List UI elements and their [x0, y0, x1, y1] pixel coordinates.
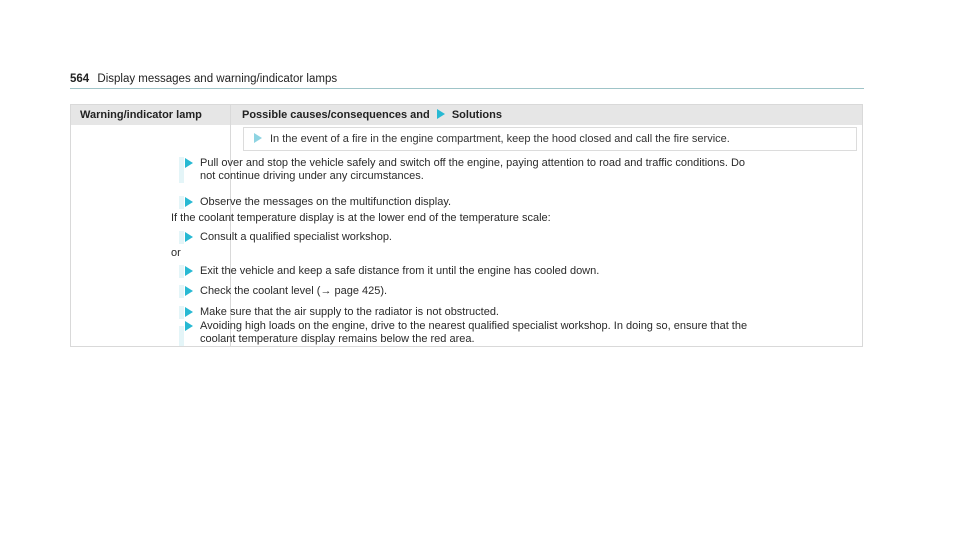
solution-step	[185, 306, 783, 319]
solution-step-text: Make sure that the air supply to the radiator is not obstructed.	[200, 306, 499, 318]
column-header-causes-text: Possible causes/consequences and	[242, 109, 430, 121]
arrow-right-icon	[185, 232, 193, 242]
solution-step	[185, 285, 783, 298]
solution-step	[185, 320, 783, 346]
boxed-step	[254, 132, 730, 146]
arrow-right-icon	[185, 158, 193, 168]
solution-step-text: Avoiding high loads on the engine, drive to the nearest qualified specialist workshop. In doing so, ensure that the coolant temperature display remains below the red area.	[200, 320, 748, 345]
column-header-causes	[242, 108, 502, 122]
step-highlight	[179, 306, 184, 319]
arrow-right-icon	[185, 197, 193, 207]
header-rule	[70, 88, 864, 89]
section-title: Display messages and warning/indicator lamps	[97, 73, 338, 85]
solution-step-text: Exit the vehicle and keep a safe distance from it until the engine has cooled down.	[200, 265, 600, 277]
solution-step-text: Check the coolant level (→ page 425).	[200, 285, 388, 297]
solution-step-text: Consult a qualified specialist workshop.	[200, 231, 392, 243]
page-number: 564	[70, 73, 90, 85]
arrow-right-icon	[185, 321, 193, 331]
step-highlight	[179, 231, 184, 244]
column-header-solutions-text: Solutions	[451, 109, 502, 121]
boxed-instruction	[243, 127, 857, 151]
step-highlight	[179, 265, 184, 278]
solution-step	[185, 231, 783, 244]
solution-step	[185, 196, 783, 209]
solution-step	[185, 265, 783, 278]
solution-step-text: Pull over and stop the vehicle safely and switch off the engine, paying attention to road and traffic conditions. Do not continue driving under any circumstances.	[200, 157, 746, 182]
condition-text: If the coolant temperature display is at the lower end of the temperature scale:	[171, 212, 551, 224]
arrow-right-icon	[254, 133, 262, 143]
step-highlight	[179, 326, 184, 346]
or-text: or	[171, 247, 181, 259]
arrow-right-icon	[437, 109, 445, 119]
arrow-right-icon	[185, 266, 193, 276]
arrow-right-icon	[185, 286, 193, 296]
solution-step	[185, 157, 783, 183]
column-header-lamp: Warning/indicator lamp	[80, 109, 202, 121]
step-highlight	[179, 285, 184, 298]
boxed-step-text: In the event of a fire in the engine compartment, keep the hood closed and call the fire service.	[270, 133, 730, 145]
step-highlight	[179, 157, 184, 183]
running-header	[70, 72, 864, 86]
arrow-right-icon	[185, 307, 193, 317]
step-highlight	[179, 196, 184, 209]
solution-step-text: Observe the messages on the multifunction display.	[200, 196, 452, 208]
